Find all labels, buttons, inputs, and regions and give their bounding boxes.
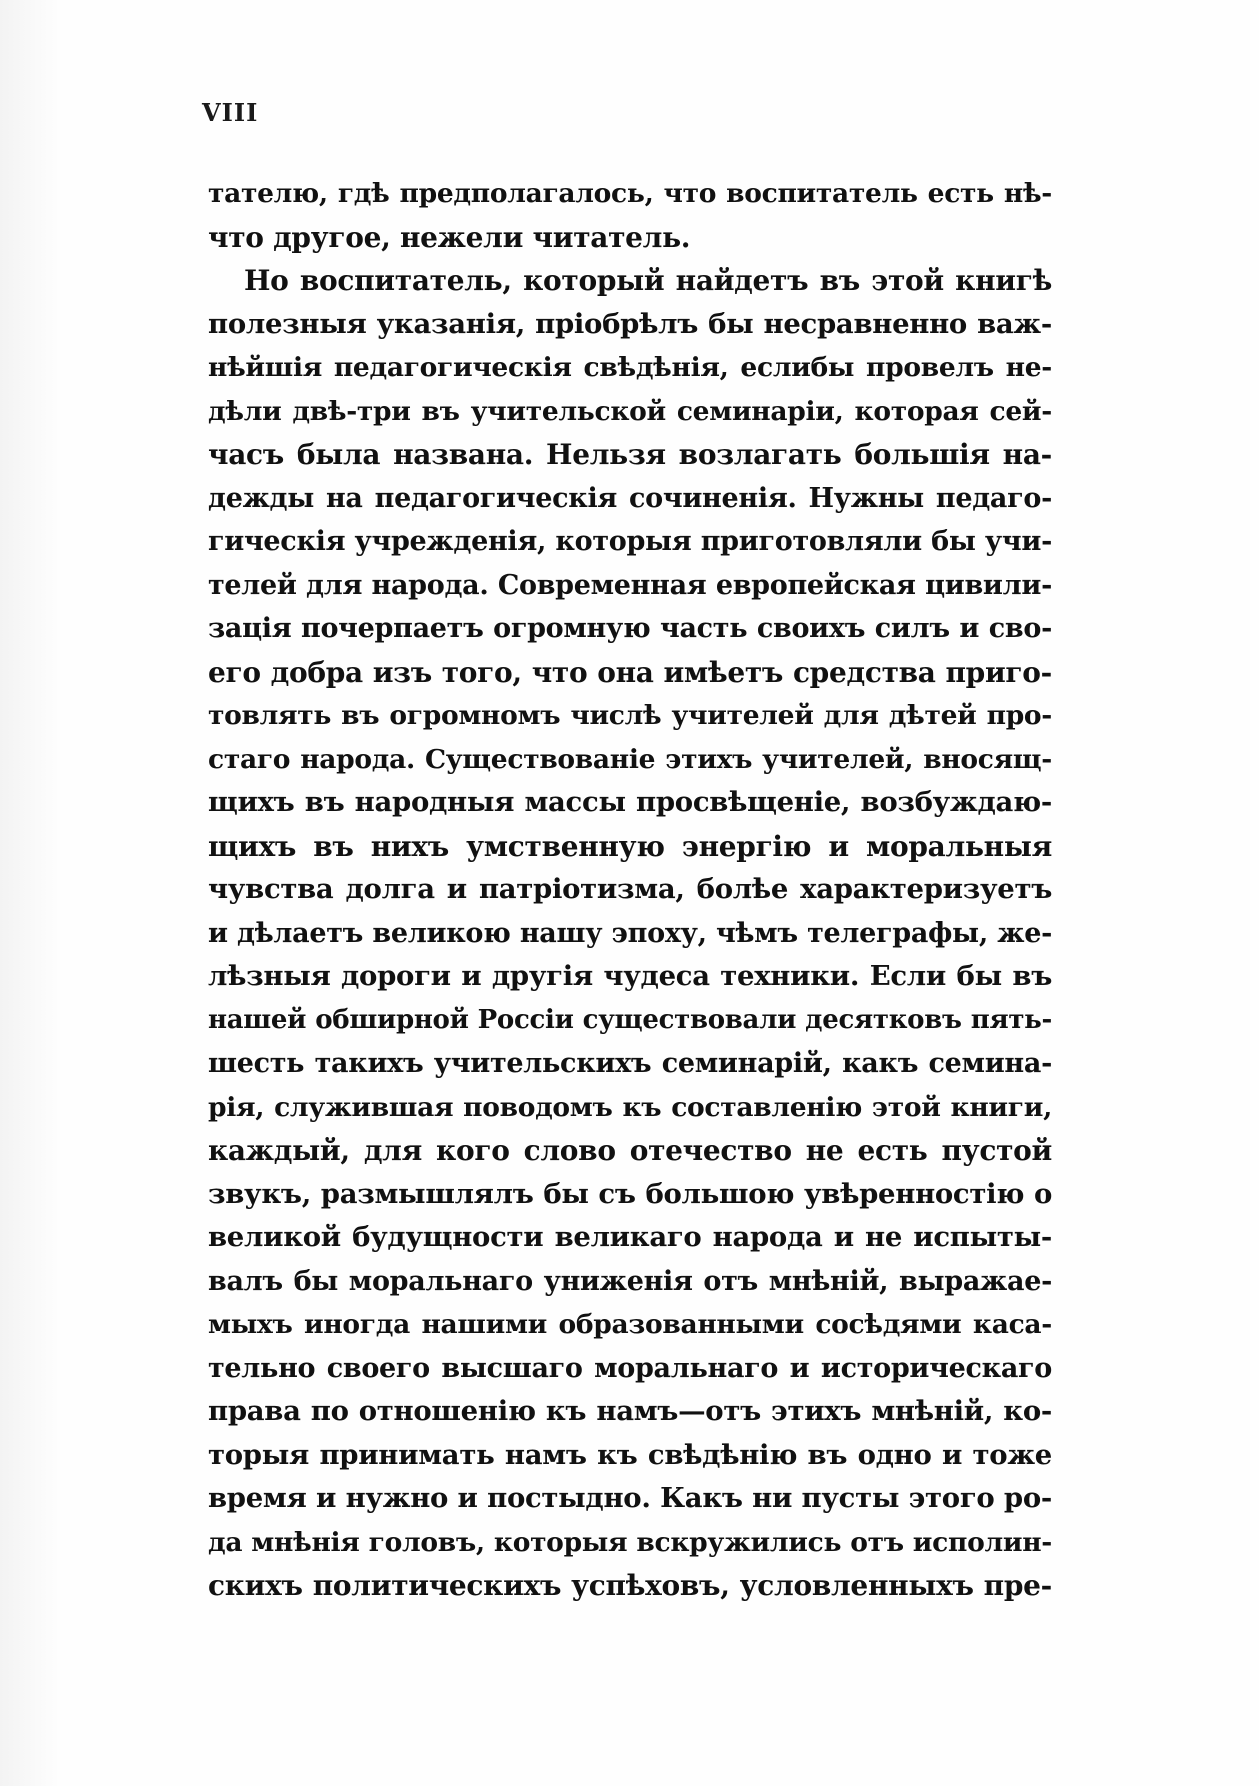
text-line: часъ была названа. Нельзя возлагать большія на- — [208, 438, 1052, 471]
text-line: и дѣлаетъ великою нашу эпоху, чѣмъ телеграфы, же- — [208, 917, 1052, 949]
text-line: скихъ политическихъ успѣховъ, условленныхъ пре- — [208, 1569, 1052, 1602]
text-line: Но воспитатель, который найдетъ въ этой книгѣ — [244, 264, 1052, 297]
text-line: тельно своего высшаго моральнаго и историческаго — [208, 1352, 1052, 1384]
text-line: валъ бы моральнаго униженія отъ мнѣній, выражае- — [208, 1265, 1052, 1297]
text-line: дежды на педагогическія сочиненія. Нужны педаго- — [208, 482, 1052, 514]
text-line: мыхъ иногда нашими образованными сосѣдями каса- — [208, 1309, 1052, 1340]
text-line: лѣзныя дороги и другія чудеса техники. Если бы въ — [208, 960, 1052, 992]
text-line: звукъ, размышлялъ бы съ большою увѣренностію о — [208, 1177, 1052, 1210]
text-line: права по отношенію къ намъ—отъ этихъ мнѣній, ко- — [208, 1395, 1052, 1427]
text-line: полезныя указанія, пріобрѣлъ бы несравненно важ- — [208, 307, 1052, 340]
text-line: гическія учрежденія, которыя приготовляли бы учи- — [208, 526, 1052, 557]
text-line: рія, служившая поводомъ къ составленію этой книги, — [208, 1091, 1052, 1123]
page-edge-shadow — [0, 0, 60, 1786]
text-line: щихъ въ нихъ умственную энергію и моральныя — [208, 829, 1052, 863]
text-line: нашей обширной Россіи существовали десятковъ пять- — [208, 1004, 1052, 1035]
text-line: тателю, гдѣ предполагалось, что воспитатель есть нѣ- — [208, 178, 1052, 209]
text-line: шесть такихъ учительскихъ семинарій, какъ семина- — [208, 1048, 1052, 1079]
text-line: зація почерпаетъ огромную часть своихъ силъ и сво- — [208, 613, 1052, 644]
text-line: дѣли двѣ-три въ учительской семинаріи, которая сей- — [208, 395, 1052, 427]
text-line: телей для народа. Современная европейская цивили- — [208, 569, 1052, 601]
text-line: да мнѣнія головъ, которыя вскружились отъ исполин- — [208, 1526, 1052, 1558]
text-line: время и нужно и постыдно. Какъ ни пусты этого ро- — [208, 1482, 1052, 1514]
text-line: товлять въ огромномъ числѣ учителей для дѣтей про- — [208, 700, 1052, 731]
text-line: стаго народа. Существованіе этихъ учителей, вносящ- — [208, 743, 1052, 775]
text-line: щихъ въ народныя массы просвѣщеніе, возбуждаю- — [208, 786, 1052, 818]
text-line: нѣйшія педагогическія свѣдѣнія, еслибы провелъ не- — [208, 352, 1052, 383]
text-line: что другое, нежели читатель. — [208, 220, 691, 254]
text-line: торыя принимать намъ къ свѣдѣнію въ одно и тоже — [208, 1438, 1052, 1471]
text-line: каждый, для кого слово отечество не есть пустой — [208, 1134, 1052, 1167]
body-text — [208, 172, 1052, 1608]
text-line: чувства долга и патріотизма, болѣе характеризуетъ — [208, 873, 1052, 905]
page-number: VIII — [202, 98, 259, 127]
text-line: великой будущности великаго народа и не испыты- — [208, 1221, 1052, 1253]
text-line: его добра изъ того, что она имѣетъ средства приго- — [208, 655, 1052, 689]
